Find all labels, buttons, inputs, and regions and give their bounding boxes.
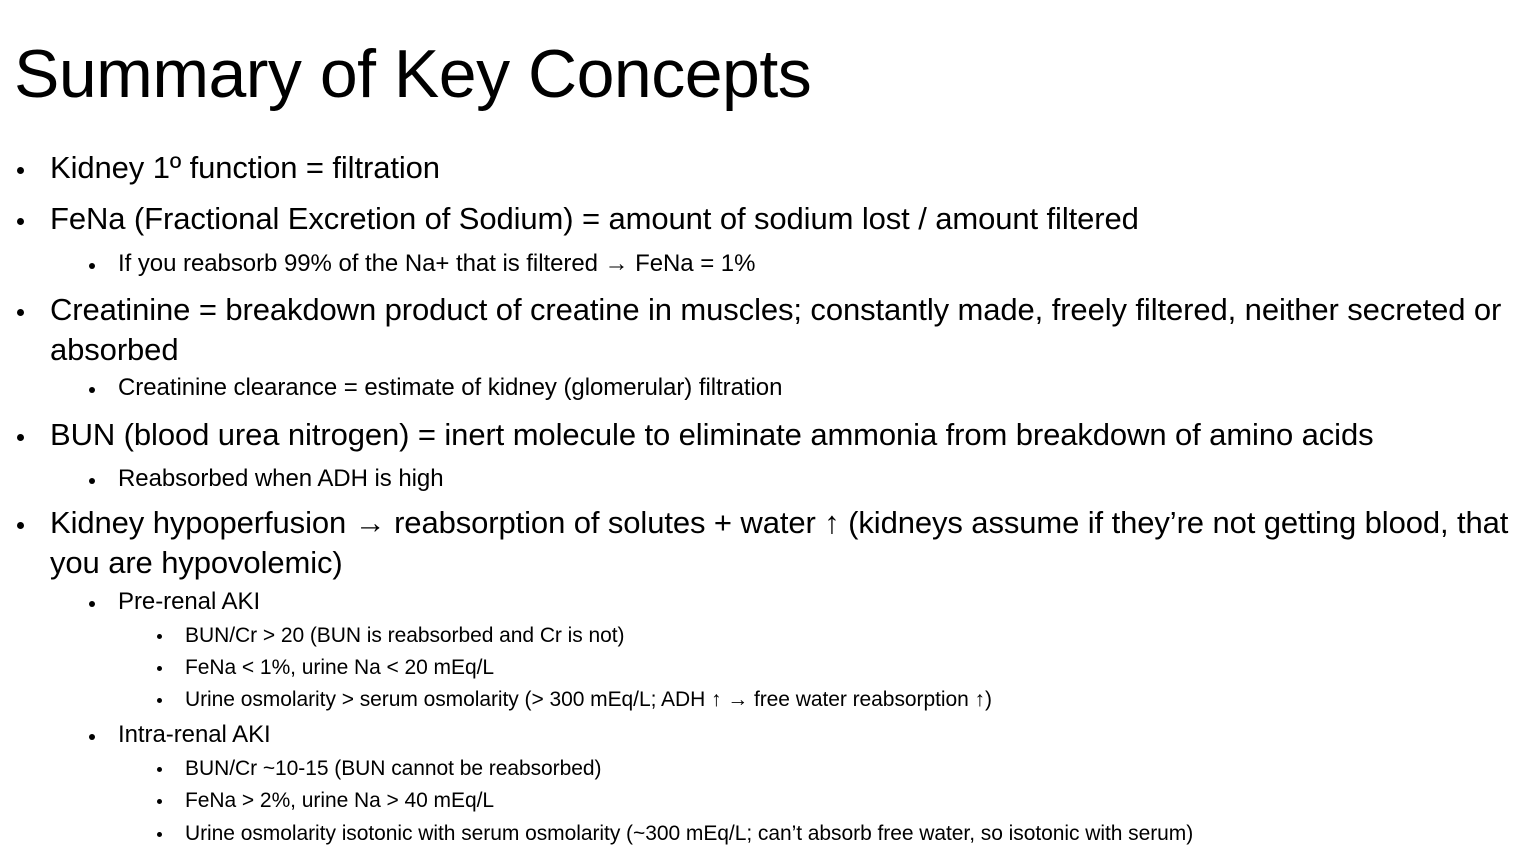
bullet-level1 [0,148,1536,188]
bullet-text: If you reabsorb 99% of the Na+ that is filtered → FeNa = 1% [118,249,756,277]
bullet-marker-icon [89,478,95,484]
bullet-text: BUN (blood urea nitrogen) = inert molecule to eliminate ammonia from breakdown of amino acids [50,416,1374,452]
bullet-level3 [0,787,1536,814]
bullet-text: BUN/Cr > 20 (BUN is reabsorbed and Cr is not) [185,623,625,647]
bullet-text: FeNa (Fractional Excretion of Sodium) = amount of sodium lost / amount filtered [50,201,1139,237]
bullet-text: FeNa < 1%, urine Na < 20 mEq/L [185,656,494,680]
bullet-level2 [0,372,1536,403]
bullet-text: Urine osmolarity > serum osmolarity (> 300 mEq/L; ADH ↑ → free water reabsorption ↑) [185,688,992,712]
bullet-level2 [0,248,1536,279]
bullet-marker-icon [157,832,162,837]
bullet-level3 [0,654,1536,681]
bullet-text: FeNa > 2%, urine Na > 40 mEq/L [185,789,494,813]
bullet-level1 [0,199,1536,239]
bullet-level3 [0,755,1536,782]
bullet-marker-icon [17,434,24,441]
page-title: Summary of Key Concepts [14,35,812,112]
bullet-marker-icon [89,734,95,740]
bullet-text: Kidney hypoperfusion → reabsorption of solutes + water ↑ (kidneys assume if they’re not getting blood, that you are hypovolemic) [50,505,1509,581]
bullet-marker-icon [157,799,162,804]
bullet-level3 [0,820,1536,847]
bullet-text: Reabsorbed when ADH is high [118,464,444,492]
bullet-text: Creatinine = breakdown product of creatine in muscles; constantly made, freely filtered, neither secreted or absorbed [50,291,1502,368]
bullet-level1 [0,503,1536,584]
bullet-marker-icon [89,387,95,393]
bullet-marker-icon [17,218,24,225]
bullet-marker-icon [89,601,95,607]
slide-body-content [0,148,1536,852]
bullet-level2 [0,463,1536,494]
bullet-marker-icon [89,263,95,269]
bullet-level1 [0,290,1536,371]
bullet-marker-icon [17,522,24,529]
bullet-marker-icon [17,167,24,174]
bullet-text: BUN/Cr ~10-15 (BUN cannot be reabsorbed) [185,756,602,780]
bullet-marker-icon [157,767,162,772]
bullet-text: Urine osmolarity isotonic with serum osmolarity (~300 mEq/L; can’t absorb free water, so isotonic with serum) [185,821,1194,845]
bullet-text: Intra-renal AKI [118,720,271,748]
bullet-text: Pre-renal AKI [118,587,261,615]
bullet-level2 [0,586,1536,617]
bullet-marker-icon [157,698,162,703]
bullet-marker-icon [17,309,24,316]
bullet-level1 [0,415,1536,455]
bullet-text: Kidney 1º function = filtration [50,150,440,185]
bullet-level3 [0,686,1536,713]
bullet-level3 [0,622,1536,649]
bullet-marker-icon [157,666,162,671]
bullet-level2 [0,719,1536,750]
bullet-text: Creatinine clearance = estimate of kidney (glomerular) filtration [118,374,783,402]
bullet-marker-icon [157,634,162,639]
